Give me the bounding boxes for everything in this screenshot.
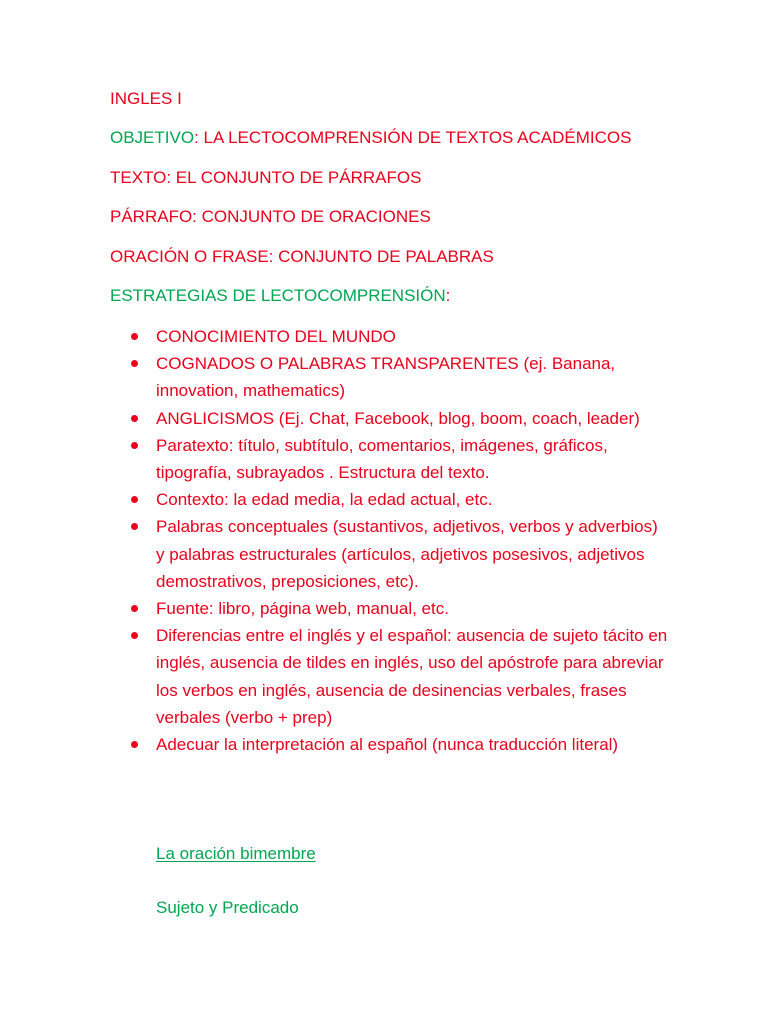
bullet-icon <box>131 415 138 422</box>
list-item <box>110 731 670 758</box>
definition-text: TEXTO: EL CONJUNTO DE PÁRRAFOS <box>110 168 422 187</box>
bullet-icon <box>131 360 138 367</box>
list-item <box>110 405 670 432</box>
bullet-icon <box>131 333 138 340</box>
list-item-text: Adecuar la interpretación al español (nunca traducción literal) <box>156 735 619 755</box>
strategies-label: ESTRATEGIAS DE LECTOCOMPRENSIÓN <box>110 286 446 305</box>
list-item-text: Contexto: la edad media, la edad actual, etc. <box>156 490 493 510</box>
strategies-list <box>110 323 670 758</box>
list-item <box>110 350 670 404</box>
list-item <box>110 513 670 595</box>
list-item <box>110 432 670 486</box>
list-item-text: Fuente: libro, página web, manual, etc. <box>156 599 449 619</box>
definition-sentence: ORACIÓN O FRASE: CONJUNTO DE PALABRAS <box>110 247 494 266</box>
list-item <box>110 622 670 731</box>
bullet-icon <box>131 741 138 748</box>
list-item <box>110 595 670 622</box>
list-item-text: Paratexto: título, subtítulo, comentarios, imágenes, gráficos, tipografía, subrayados . Estructura del texto. <box>156 435 608 483</box>
bullet-icon <box>131 632 138 639</box>
definition-paragraph: PÁRRAFO: CONJUNTO DE ORACIONES <box>110 207 431 226</box>
objective-label: OBJETIVO <box>110 128 195 147</box>
objective-line <box>110 128 631 148</box>
list-item <box>110 323 670 350</box>
bullet-icon <box>131 523 138 530</box>
list-item-text: Diferencias entre el inglés y el español: ausencia de sujeto tácito en inglés, ausencia de tildes en inglés, uso del apóstrofe para abreviar los verbos en inglés, ausencia de desinencias verbales, frases verbales (verbo + prep) <box>156 626 668 727</box>
objective-text: : LA LECTOCOMPRENSIÓN DE TEXTOS ACADÉMICOS <box>194 128 632 147</box>
list-item <box>110 486 670 513</box>
bullet-icon <box>131 605 138 612</box>
bullet-icon <box>131 442 138 449</box>
list-item-text: COGNADOS O PALABRAS TRANSPARENTES (ej. Banana, innovation, mathematics) <box>156 354 616 401</box>
strategies-heading <box>110 286 450 306</box>
subject-predicate-heading: Sujeto y Predicado <box>156 898 299 917</box>
strategies-colon: : <box>445 286 451 305</box>
list-item-text: Palabras conceptuales (sustantivos, adjetivos, verbos y adverbios) y palabras estructurales (artículos, adjetivos posesivos, adjetivos demostrativos, preposiciones, etc). <box>156 517 658 591</box>
document-heading: INGLES I <box>110 89 182 108</box>
list-item-text: ANGLICISMOS (Ej. Chat, Facebook, blog, boom, coach, leader) <box>156 408 640 428</box>
bullet-icon <box>131 496 138 503</box>
list-item-text: CONOCIMIENTO DEL MUNDO <box>156 327 396 346</box>
bimembre-link[interactable]: La oración bimembre <box>156 844 316 863</box>
